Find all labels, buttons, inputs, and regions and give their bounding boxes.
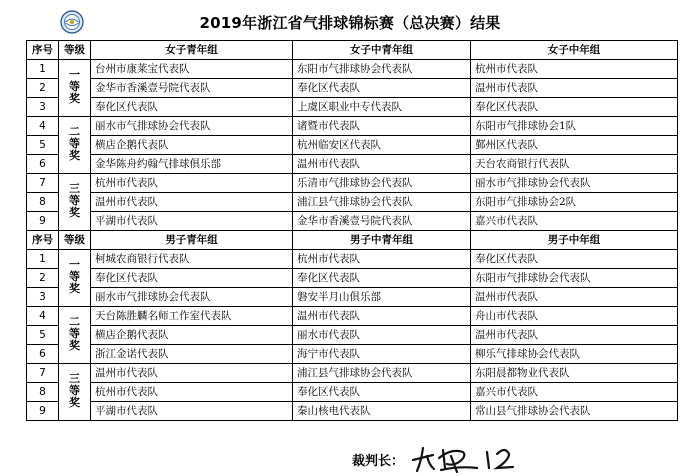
team-cell: 东阳市气排球协会代表队 — [471, 269, 678, 288]
table-row — [27, 269, 678, 288]
team-cell: 温州市代表队 — [293, 307, 471, 326]
results-table — [26, 40, 678, 421]
page-title: 2019年浙江省气排球锦标赛（总决赛）结果 — [199, 14, 501, 32]
grade-label: 二等奖 — [69, 314, 80, 352]
table-row — [27, 136, 678, 155]
team-cell: 杭州市代表队 — [91, 174, 293, 193]
header-women-youth: 女子青年组 — [91, 41, 293, 60]
grade-label: 一等奖 — [69, 67, 80, 105]
team-cell: 海宁市代表队 — [293, 345, 471, 364]
referee-label: 裁判长： — [352, 454, 405, 469]
team-cell: 浙江金诺代表队 — [91, 345, 293, 364]
row-number: 8 — [27, 193, 59, 212]
team-cell: 丽水市代表队 — [293, 326, 471, 345]
team-cell: 温州市代表队 — [91, 364, 293, 383]
header-men-middle: 男子中年组 — [471, 231, 678, 250]
table-row — [27, 212, 678, 231]
team-cell: 东阳市气排球协会代表队 — [293, 60, 471, 79]
team-cell: 平湖市代表队 — [91, 212, 293, 231]
team-cell: 丽水市气排球协会代表队 — [471, 174, 678, 193]
row-number: 6 — [27, 345, 59, 364]
team-cell: 东阳市气排球协会2队 — [471, 193, 678, 212]
team-cell: 诸暨市代表队 — [293, 117, 471, 136]
team-cell: 东阳晨都物业代表队 — [471, 364, 678, 383]
table-row — [27, 288, 678, 307]
team-cell: 台州市康莱宝代表队 — [91, 60, 293, 79]
men-header-row — [27, 231, 678, 250]
team-cell: 磐安半月山俱乐部 — [293, 288, 471, 307]
team-cell: 温州市代表队 — [471, 288, 678, 307]
team-cell: 金华市香溪壹号院代表队 — [293, 212, 471, 231]
page-header — [0, 0, 700, 38]
referee-signature — [405, 438, 535, 474]
table-row — [27, 155, 678, 174]
team-cell: 奉化区代表队 — [293, 79, 471, 98]
team-cell: 柯城农商银行代表队 — [91, 250, 293, 269]
team-cell: 秦山核电代表队 — [293, 402, 471, 421]
row-number: 9 — [27, 212, 59, 231]
grade-cell — [59, 174, 91, 231]
grade-label: 三等奖 — [69, 181, 80, 219]
header-women-middle: 女子中年组 — [471, 41, 678, 60]
grade-label: 二等奖 — [69, 124, 80, 162]
row-number: 2 — [27, 79, 59, 98]
team-cell: 平湖市代表队 — [91, 402, 293, 421]
team-cell: 东阳市气排球协会1队 — [471, 117, 678, 136]
team-cell: 杭州临安区代表队 — [293, 136, 471, 155]
team-cell: 奉化区代表队 — [293, 269, 471, 288]
women-header-row — [27, 41, 678, 60]
table-row — [27, 307, 678, 326]
team-cell: 横店企鹅代表队 — [91, 136, 293, 155]
team-cell: 温州市代表队 — [293, 155, 471, 174]
table-row — [27, 193, 678, 212]
team-cell: 奉化区代表队 — [471, 250, 678, 269]
header-men-youth: 男子青年组 — [91, 231, 293, 250]
team-cell: 奉化区代表队 — [91, 98, 293, 117]
team-cell: 奉化区代表队 — [471, 98, 678, 117]
table-row — [27, 174, 678, 193]
row-number: 3 — [27, 288, 59, 307]
team-cell: 金华陈舟约翰气排球俱乐部 — [91, 155, 293, 174]
row-number: 4 — [27, 307, 59, 326]
row-number: 1 — [27, 60, 59, 79]
team-cell: 浦江县气排球协会代表队 — [293, 364, 471, 383]
row-number: 1 — [27, 250, 59, 269]
row-number: 3 — [27, 98, 59, 117]
page-footer — [0, 436, 700, 476]
row-number: 7 — [27, 364, 59, 383]
table-row — [27, 117, 678, 136]
team-cell: 乐清市气排球协会代表队 — [293, 174, 471, 193]
row-number: 7 — [27, 174, 59, 193]
table-row — [27, 79, 678, 98]
row-number: 5 — [27, 136, 59, 155]
header-women-middle-youth: 女子中青年组 — [293, 41, 471, 60]
team-cell: 杭州市代表队 — [91, 383, 293, 402]
header-no: 序号 — [27, 41, 59, 60]
grade-label: 一等奖 — [69, 257, 80, 295]
row-number: 2 — [27, 269, 59, 288]
team-cell: 天台陈胜麟名师工作室代表队 — [91, 307, 293, 326]
grade-cell — [59, 60, 91, 117]
row-number: 5 — [27, 326, 59, 345]
grade-cell — [59, 307, 91, 364]
team-cell: 横店企鹅代表队 — [91, 326, 293, 345]
row-number: 8 — [27, 383, 59, 402]
team-cell: 杭州市代表队 — [471, 60, 678, 79]
team-cell: 温州市代表队 — [471, 326, 678, 345]
header-men-middle-youth: 男子中青年组 — [293, 231, 471, 250]
row-number: 9 — [27, 402, 59, 421]
team-cell: 鄞州区代表队 — [471, 136, 678, 155]
row-number: 4 — [27, 117, 59, 136]
table-row — [27, 383, 678, 402]
team-cell: 丽水市气排球协会代表队 — [91, 117, 293, 136]
team-cell: 常山县气排球协会代表队 — [471, 402, 678, 421]
grade-label: 三等奖 — [69, 371, 80, 409]
table-row — [27, 402, 678, 421]
table-row — [27, 98, 678, 117]
team-cell: 温州市代表队 — [471, 79, 678, 98]
team-cell: 浦江县气排球协会代表队 — [293, 193, 471, 212]
grade-cell — [59, 117, 91, 174]
team-cell: 杭州市代表队 — [293, 250, 471, 269]
team-cell: 金华市香溪壹号院代表队 — [91, 79, 293, 98]
team-cell: 柳乐气排球协会代表队 — [471, 345, 678, 364]
header-grade: 等级 — [59, 231, 91, 250]
table-row — [27, 345, 678, 364]
table-row — [27, 250, 678, 269]
table-row — [27, 60, 678, 79]
grade-cell — [59, 364, 91, 421]
table-row — [27, 364, 678, 383]
team-cell: 温州市代表队 — [91, 193, 293, 212]
team-cell: 奉化区代表队 — [91, 269, 293, 288]
team-cell: 嘉兴市代表队 — [471, 212, 678, 231]
table-row — [27, 326, 678, 345]
team-cell: 天台农商银行代表队 — [471, 155, 678, 174]
team-cell: 奉化区代表队 — [293, 383, 471, 402]
grade-cell — [59, 250, 91, 307]
team-cell: 丽水市气排球协会代表队 — [91, 288, 293, 307]
row-number: 6 — [27, 155, 59, 174]
team-cell: 上虞区职业中专代表队 — [293, 98, 471, 117]
header-grade: 等级 — [59, 41, 91, 60]
team-cell: 嘉兴市代表队 — [471, 383, 678, 402]
team-cell: 舟山市代表队 — [471, 307, 678, 326]
header-no: 序号 — [27, 231, 59, 250]
